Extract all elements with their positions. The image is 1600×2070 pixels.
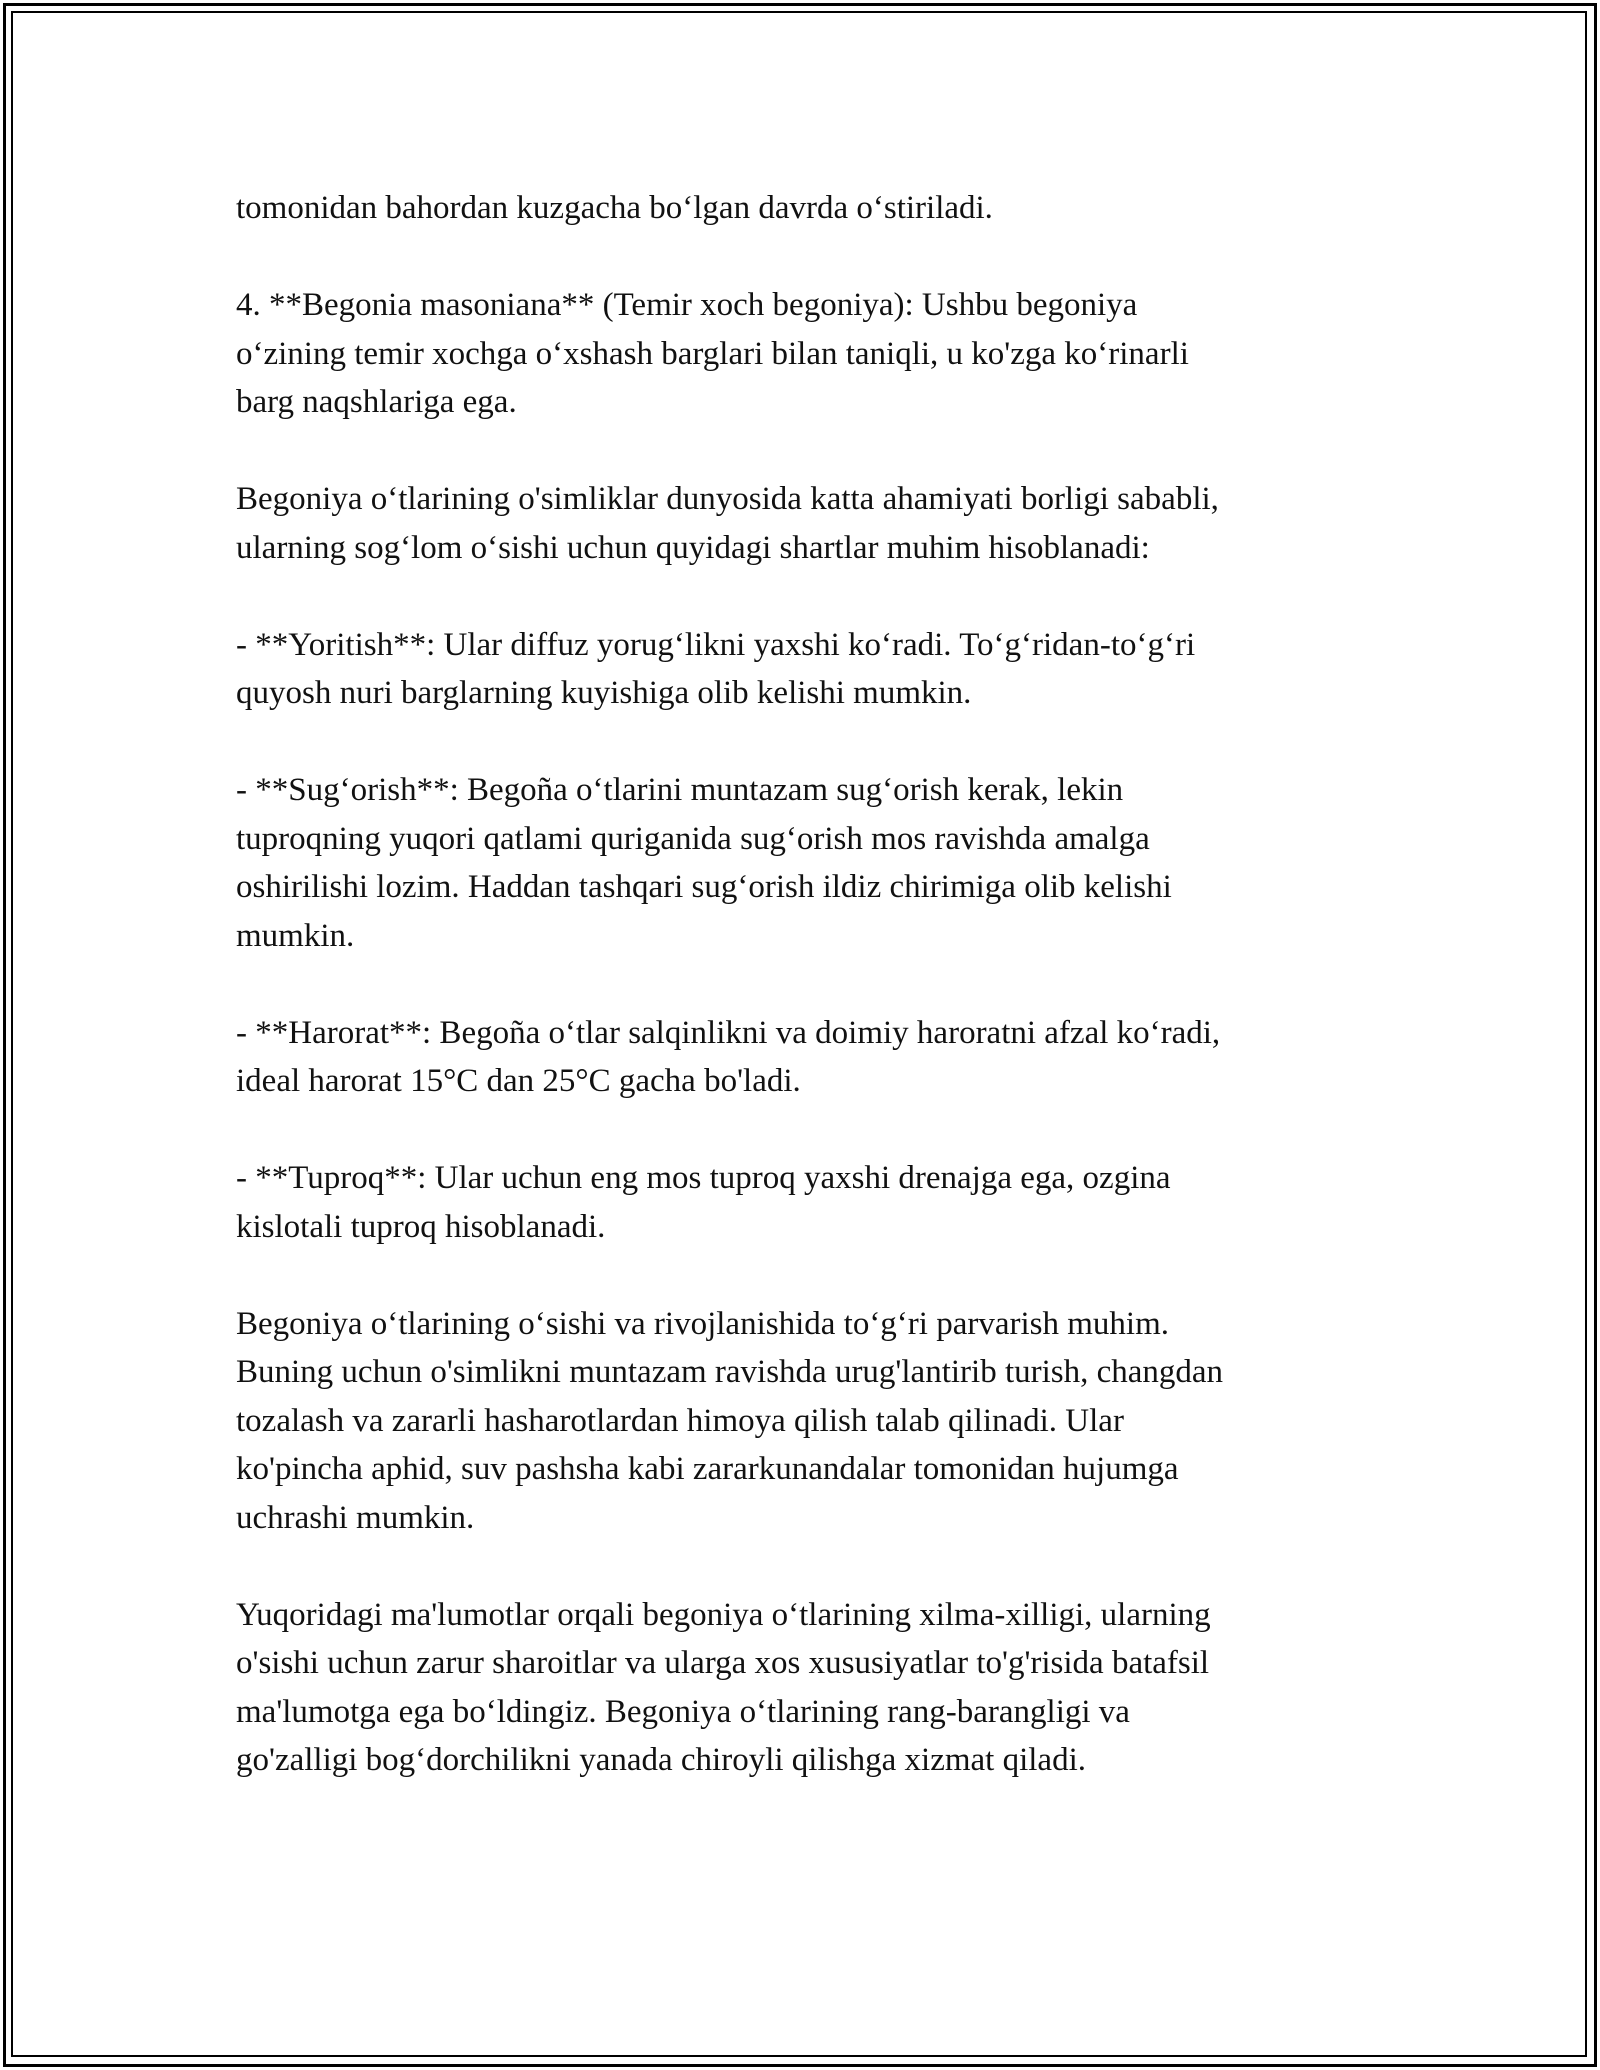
paragraph-begonia-masoniana: 4. **Begonia masoniana** (Temir xoch begoniya): Ushbu begoniya o‘zining temir xochga o‘xshash barglari bilan taniqli, u ko'zga ko‘rinarli barg naqshlariga ega. <box>236 287 1189 420</box>
document-body <box>236 184 1356 1833</box>
list-item-temperature: - **Harorat**: Begoña o‘tlar salqinlikni va doimiy haroratni afzal ko‘radi, ideal harorat 15°C dan 25°C gacha bo'ladi. <box>236 1014 1221 1099</box>
paragraph-continuation: tomonidan bahordan kuzgacha bo‘lgan davrda o‘stiriladi. <box>236 190 993 226</box>
paragraph-care: Begoniya o‘tlarining o‘sishi va rivojlanishida to‘g‘ri parvarish muhim. Buning uchun o'simlikni muntazam ravishda urug'lantirib turish, changdan tozalash va zararli hasharotlardan himoya qilish talab qilinadi. Ular ko'pincha aphid, suv pashsha kabi zararkunandalar tomonidan hujumga uchrashi mumkin. <box>236 1305 1224 1536</box>
list-item-lighting: - **Yoritish**: Ular diffuz yorug‘likni yaxshi ko‘radi. To‘g‘ridan-to‘g‘ri quyosh nuri barglarning kuyishiga olib kelishi mumkin. <box>236 626 1196 711</box>
paragraph-growing-conditions-intro: Begoniya o‘tlarining o'simliklar dunyosida katta ahamiyati borligi sababli, ularning sog‘lom o‘sishi uchun quyidagi shartlar muhim hisoblanadi: <box>236 481 1219 566</box>
list-item-watering: - **Sug‘orish**: Begoña o‘tlarini muntazam sug‘orish kerak, lekin tuproqning yuqori qatlami quriganida sug‘orish mos ravishda amalga oshirilishi lozim. Haddan tashqari sug‘orish ildiz chirimiga olib kelishi mumkin. <box>236 772 1172 954</box>
list-item-soil: - **Tuproq**: Ular uchun eng mos tuproq yaxshi drenajga ega, ozgina kislotali tuproq hisoblanadi. <box>236 1160 1171 1245</box>
paragraph-conclusion: Yuqoridagi ma'lumotlar orqali begoniya o‘tlarining xilma-xilligi, ularning o'sishi uchun zarur sharoitlar va ularga xos xususiyatlar to'g'risida batafsil ma'lumotga ega bo‘ldingiz. Begoniya o‘tlarining rang-barangligi va go'zalligi bog‘dorchilikni yanada chiroyli qilishga xizmat qiladi. <box>236 1596 1211 1778</box>
